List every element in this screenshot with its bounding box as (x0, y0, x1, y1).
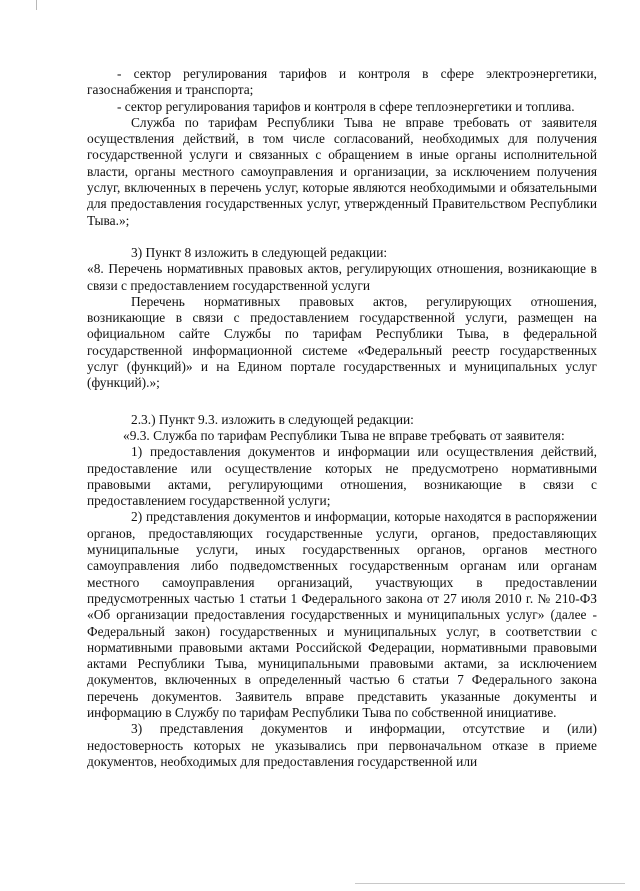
paragraph-item-3: 3) Пункт 8 изложить в следующей редакции: (131, 244, 388, 260)
scan-edge-line (355, 883, 625, 884)
paragraph-subitem-2: 2) представления документов и информации, которые находятся в распоряжении органов, предоставляющих государственные услуги, органов, предоставляющих муниципальные услуги, иных государственных органов, органов местного самоуправления либо подведомственных государственным органам или органам местного самоуправления организаций, участвующих в предоставлении предусмотренных частью 1 статьи 1 Федерального закона от 27 июля 2010 г. № 210-ФЗ «Об организации предоставления государственных и муниципальных услуг» (далее - Федеральный закон) государственных и муниципальных услуг, в соответствии с нормативными правовыми актами Российской Федерации, нормативными правовыми актами Республики Тыва, муниципальными правовыми актами, за исключением документов, включенных в определенный частью 6 статьи 7 Федерального закона перечень документов. Заявитель вправе представить указанные документы и информацию в Службу по тарифам Республики Тыва по собственной инициативе. (87, 509, 597, 720)
paragraph-point-9-3: «9.3. Служба по тарифам Республики Тыва не вправе требовать от заявителя: (123, 427, 565, 443)
paragraph-item-2-3: 2.3.) Пункт 9.3. изложить в следующей редакции: (131, 411, 414, 427)
paragraph-sector-heat: - сектор регулирования тарифов и контроля в сфере теплоэнергетики и топлива. (117, 98, 575, 114)
paragraph-sector-electro: - сектор регулирования тарифов и контроля в сфере электроэнергетики, газоснабжения и транспорта; (87, 66, 597, 98)
document-body (87, 66, 597, 770)
paragraph-service-restriction: Служба по тарифам Республики Тыва не вправе требовать от заявителя осуществления действий, в том числе согласований, необходимых для получения государственной услуги и связанных с обращением в иные органы исполнительной власти, органы местного самоуправления и организации, за исключением получения услуг, включенных в перечень услуг, которые являются необходимыми и обязательными для предоставления государственных услуг, утвержденный Правительством Республики Тыва.»; (87, 114, 597, 228)
paragraph-subitem-1: 1) предоставления документов и информации или осуществления действий, предоставление или осуществление которых не предусмотрено нормативными правовыми актами, регулирующими отношения, возникающие в связи с предоставлением государственной услуги; (87, 444, 597, 509)
paragraph-point-8-title: «8. Перечень нормативных правовых актов, регулирующих отношения, возникающие в связи с предоставлением государственной услуги (87, 261, 597, 293)
paragraph-subitem-3: 3) представления документов и информации, отсутствие и (или) недостоверность которых не указывались при первоначальном отказе в приеме документов, необходимых для предоставления государственной или (87, 721, 597, 769)
paragraph-point-8-body: Перечень нормативных правовых актов, регулирующих отношения, возникающие в связи с предоставлением государственной услуги, размещен на официальном сайте Службы по тарифам Республики Тыва, в федеральной государственной информационной системе «Федеральный реестр государственных услуг (функций)» и на Едином портале государственных и муниципальных услуг (функций).»; (87, 293, 597, 391)
scan-mark (36, 0, 37, 10)
